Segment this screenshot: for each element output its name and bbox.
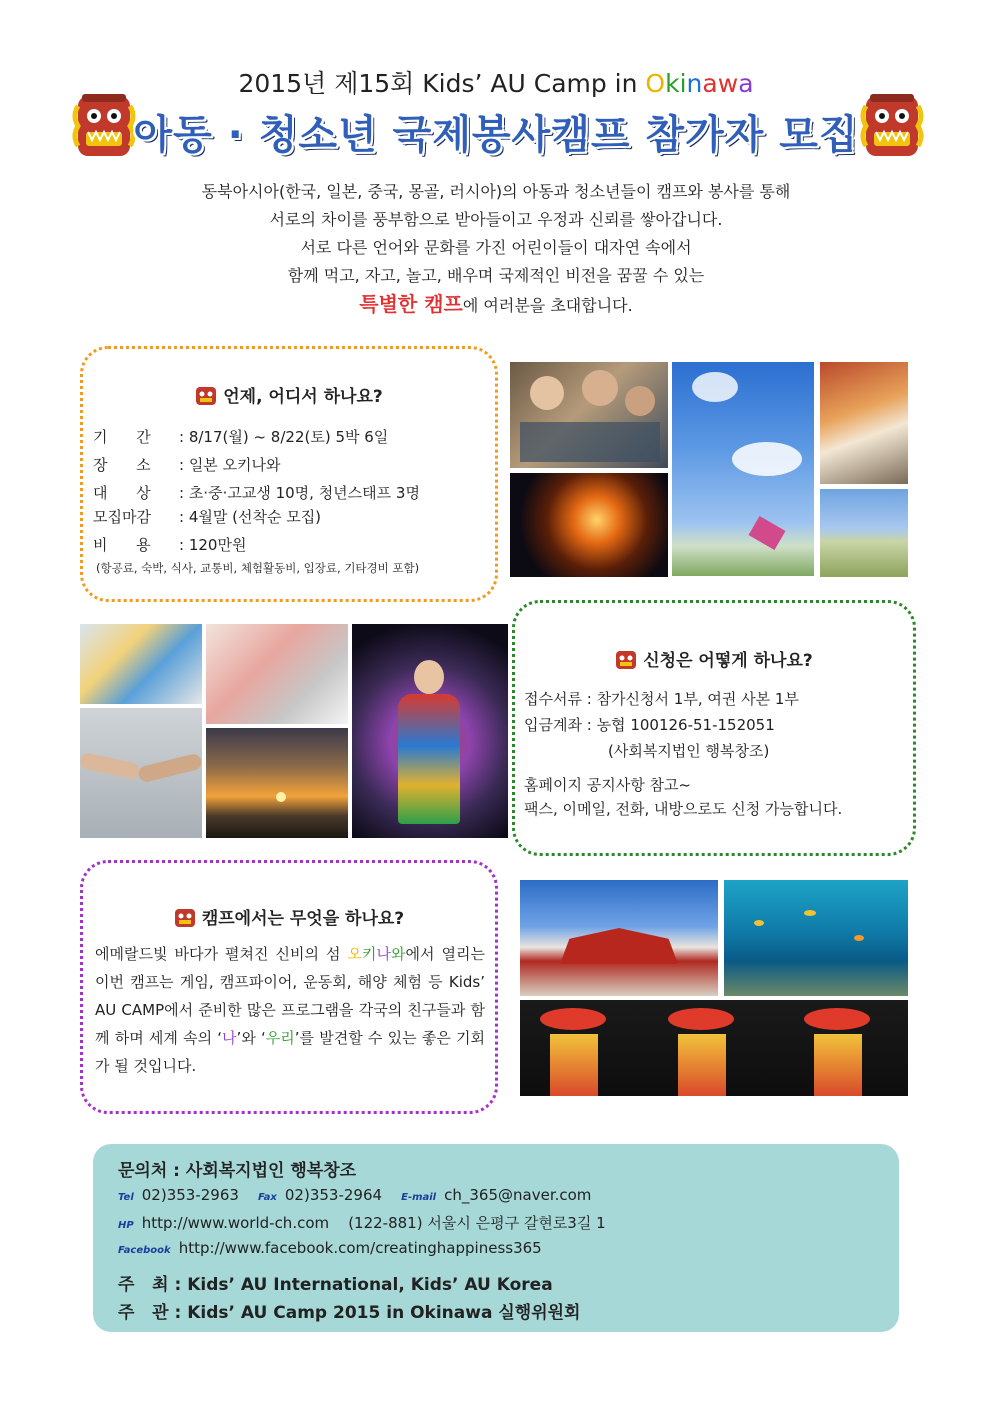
photo-traditional-dance xyxy=(520,1000,908,1096)
photo-performer xyxy=(352,624,508,838)
apply-account-holder: (사회복지법인 행복창조) xyxy=(608,742,770,760)
facebook-link[interactable]: http://www.facebook.com/creatinghappiness365 xyxy=(178,1239,542,1257)
apply-note-methods: 팩스, 이메일, 전화, 내방으로도 신청 가능합니다. xyxy=(524,800,843,818)
info-row-place: 장 소 : 일본 오키나와 xyxy=(93,456,281,474)
application-title: 신청은 어떻게 하나요? xyxy=(512,646,916,671)
email-link[interactable]: ch_365@naver.com xyxy=(444,1186,592,1204)
facebook-label: Facebook xyxy=(118,1245,171,1256)
info-row-deadline: 모집마감 : 4월말 (선착순 모집) xyxy=(93,508,322,526)
activities-title: 캠프에서는 무엇을 하나요? xyxy=(80,904,498,929)
photo-food-buffet xyxy=(820,362,908,484)
email-label: E-mail xyxy=(401,1192,437,1203)
organizer-line: 주 관 : Kids’ AU Camp 2015 in Okinawa 실행위원회 xyxy=(118,1303,581,1323)
intro-line: 함께 먹고, 자고, 놀고, 배우며 국제적인 비전을 꿈꿀 수 있는 xyxy=(287,266,705,285)
photo-campfire xyxy=(510,473,668,577)
intro-line: 서로의 차이를 풍부함으로 받아들이고 우정과 신뢰를 쌓아갑니다. xyxy=(269,210,723,229)
shisa-lion-icon xyxy=(195,386,217,406)
photo-holding-hands xyxy=(80,708,202,838)
info-row-cost: 비 용 : 120만원 xyxy=(93,536,247,554)
intro-line: 특별한 캠프에 여러분을 초대합니다. xyxy=(359,292,633,316)
page-title: 아동 · 청소년 국제봉사캠프 참가자 모집 xyxy=(133,112,859,158)
shisa-lion-icon xyxy=(615,650,637,670)
when-where-title: 언제, 어디서 하나요? xyxy=(80,382,498,407)
photo-field-games xyxy=(820,489,908,577)
photo-children-dance xyxy=(80,624,202,704)
photo-sunset xyxy=(206,728,348,838)
hp-label: HP xyxy=(118,1220,134,1231)
cost-note: (항공료, 숙박, 식사, 교통비, 체험활동비, 입장료, 기타경비 포함) xyxy=(96,561,420,575)
contact-facebook xyxy=(118,1239,542,1257)
shisa-lion-icon xyxy=(174,908,196,928)
contact-org: 문의처 : 사회복지법인 행복창조 xyxy=(118,1161,357,1181)
photo-children-craft xyxy=(206,624,348,724)
tel-label: Tel xyxy=(118,1192,134,1203)
apply-note-homepage: 홈페이지 공지사항 참고~ xyxy=(524,776,692,794)
apply-account: 입금계좌 : 농협 100126-51-152051 xyxy=(524,716,775,734)
info-row-period: 기 간 : 8/17(월) ~ 8/22(토) 5박 6일 xyxy=(93,428,389,446)
photo-shuri-castle xyxy=(520,880,718,996)
intro-highlight: 특별한 캠프 xyxy=(359,292,463,316)
intro-line: 동북아시아(한국, 일본, 중국, 몽골, 러시아)의 아동과 청소년들이 캠프와 봉사를 통해 xyxy=(201,182,791,201)
info-row-target: 대 상 : 초·중·고교생 10명, 청년스태프 3명 xyxy=(93,484,420,502)
camp-subtitle: 2015년 제15회 Kids’ AU Camp in Okinawa xyxy=(238,69,754,98)
apply-docs: 접수서류 : 참가신청서 1부, 여권 사본 1부 xyxy=(524,690,799,708)
shisa-lion-icon xyxy=(860,92,924,160)
activities-description: 에메랄드빛 바다가 펼쳐진 신비의 섬 오키나와에서 열리는 이번 캠프는 게임, 캠프파이어, 운동회, 해양 체험 등 Kids’ AU CAMP에서 준비한 많은 프로그램을 각국의 친구들과 함께 하며 세계 속의 ‘나’와 ‘우리’를 발견할 수 있는 좋은 기회가 될 것입니다. xyxy=(95,945,485,1075)
photo-kites-sky xyxy=(672,362,814,576)
host-line: 주 최 : Kids’ AU International, Kids’ AU Korea xyxy=(118,1275,553,1295)
intro-paragraph xyxy=(0,178,992,320)
contact-phone-fax-email: Tel 02)353-2963 Fax 02)353-2964 E-mail ch_365@naver.com xyxy=(118,1186,592,1204)
fax-label: Fax xyxy=(257,1192,277,1203)
homepage-link[interactable]: http://www.world-ch.com xyxy=(141,1214,330,1232)
photo-children-activity xyxy=(510,362,668,468)
intro-line: 서로 다른 언어와 문화를 가진 어린이들이 대자연 속에서 xyxy=(300,238,692,257)
contact-homepage-address: HP http://www.world-ch.com (122-881) 서울시 은평구 갈현로3길 1 xyxy=(118,1214,606,1232)
shisa-lion-icon xyxy=(72,92,136,160)
photo-coral-reef xyxy=(724,880,908,996)
